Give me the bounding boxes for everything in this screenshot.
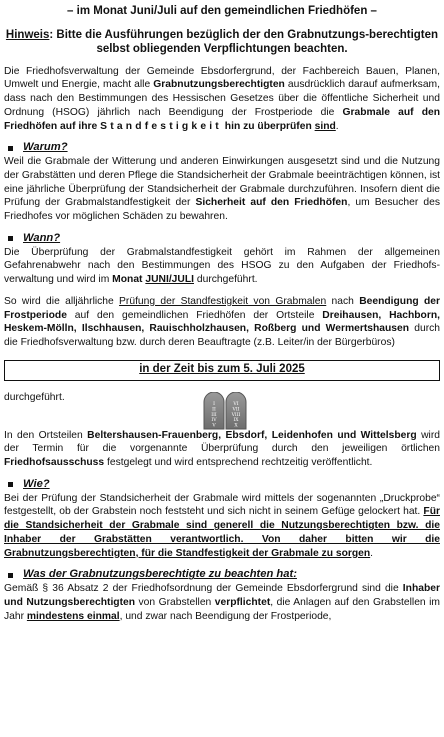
orte-paragraph: In den Ortsteilen Beltershausen-Frauenberg, Ebsdorf, Leidenhofen und Wittelsberg wird der Termin für die vorgenannte Überprüfung durch den jeweiligen örtlichen Friedhofsausschuss festgelegt und wird entsprechend rechtzeitig veröffentlicht.	[4, 429, 440, 469]
bullet-square-icon	[8, 146, 13, 151]
wie-paragraph: Bei der Prüfung der Standsicherheit der Grabmale wird mittels der sogenannten „Druckprobe“ festgestellt, ob der Grabstein noch feststeht und sich nicht in seinem Gefüge gelockert hat. Für die Standsicherheit der Grabmale sind generell die Nutzungsberechtigten bzw. die Inhaber der Grabstätten verantwortlich. Von daher bitten wir die Grabnutzungsberechtigten, für die Standfestigkeit der Grabmale zu sorgen.	[4, 492, 440, 559]
tablet-numeral: IV	[211, 417, 217, 423]
date-box: in der Zeit bis zum 5. Juli 2025	[4, 360, 440, 381]
section-heading-wie: Wie?	[4, 478, 440, 492]
hinweis-notice	[4, 28, 440, 57]
document-page	[0, 5, 444, 737]
bullet-square-icon	[8, 573, 13, 578]
tablet-numeral: III	[211, 412, 217, 418]
durchgefuehrt-row	[4, 389, 440, 429]
wann-ortsteile-paragraph: So wird die alljährliche Prüfung der Standfestigkeit von Grabmalen nach Beendigung der Frostperiode auf den gemeindlichen Friedhöfen der Ortsteile Dreihausen, Hachborn, Heskem-Mölln, Ilschhausen, Rauischholzhausen, Roßberg und Wermertshausen durch die Friedhofsverwaltung bzw. durch deren Beauftragte (z.B. Leiter/in der Bürgerbüros)	[4, 295, 440, 348]
beachten-paragraph: Gemäß § 36 Absatz 2 der Friedhofsordnung der Gemeinde Ebsdorfergrund sind die Inhaber und Nutzungsberechtigten von Grabstellen verpflichtet, die Anlagen auf den Grabstellen im Jahr mindestens einmal, und zwar nach Beendigung der Frostperiode,	[4, 583, 440, 622]
tablet-numeral: VII	[232, 407, 240, 413]
hinweis-label: Hinweis	[5, 28, 50, 41]
tablet-numeral: VI	[233, 401, 239, 407]
tablet-numeral: VIII	[231, 412, 241, 418]
standfestigkeit-spaced: Standfestigkeit	[100, 120, 222, 132]
bullet-square-icon	[8, 482, 13, 487]
tablet-numeral: X	[234, 423, 238, 429]
intro-paragraph: Die Friedhofsverwaltung der Gemeinde Ebsdorfergrund, der Fachbereich Bauen, Planen, Umwelt und Energie, macht alle Grabnutzungsberechtigten ausdrücklich darauf aufmerksam, dass nach den Bestimmungen des Hessischen Gesetzes über die öffentliche Sicherheit und Ordnung (HSOG) jährlich nach Beendigung der Frostperiode die Grabmale auf den Friedhöfen auf ihre Standfestigkeit hin zu überprüfen sind.	[4, 65, 440, 132]
section-warum	[4, 141, 440, 224]
tablet-numeral: I	[213, 401, 215, 407]
wann-paragraph: Die Überprüfung der Grabmalstandfestigkeit gehört im Rahmen der allgemeinen Gefahrenabwehr nach den Bestimmungen des HSOG zu den Aufgaben der Friedhofs-verwaltung und wird im Monat JUNI/JULI durchgeführt.	[4, 246, 440, 286]
section-beachten	[4, 568, 440, 623]
tablet-numeral: II	[212, 407, 216, 413]
hinweis-text: : Bitte die Ausführungen bezüglich der den Grabnutzungs-berechtigten selbst obliegenden Verpflichtungen beachten.	[49, 28, 439, 56]
durchgefuehrt-text: durchgeführt.	[4, 391, 65, 403]
section-heading-wann: Wann?	[4, 232, 440, 246]
tablet-numeral: IX	[233, 417, 239, 423]
section-heading-beachten: Was der Grabnutzungsberechtigte zu beachten hat:	[4, 568, 440, 582]
warum-paragraph: Weil die Grabmale der Witterung und anderen Einwirkungen ausgesetzt sind und die Nutzung der Grabstätten und deren Pflege die Standsicherheit der Grabmale beeinträchtigen können, ist eine jährliche Überprüfung der Standsicherheit der Grabmale durchzuführen. Insofern dient die Prüfung der Grabmalstandfestigkeit der Sicherheit auf den Friedhöfen, um Besucher des Friedhofes vor möglichen Schäden zu bewahren.	[4, 156, 440, 223]
section-wie	[4, 478, 440, 561]
ten-commandments-tablets-icon	[202, 392, 248, 430]
bullet-square-icon	[8, 236, 13, 241]
section-heading-warum: Warum?	[4, 141, 440, 155]
page-title: – im Monat Juni/Juli auf den gemeindlichen Friedhöfen –	[67, 5, 377, 17]
tablet-numeral: V	[212, 423, 216, 429]
section-wann	[4, 232, 440, 350]
